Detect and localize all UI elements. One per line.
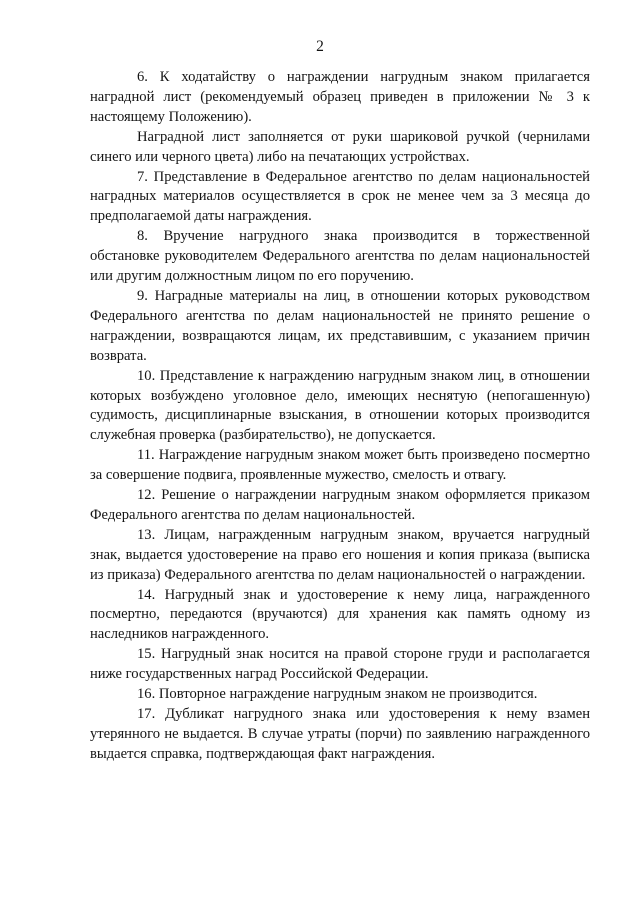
paragraph-6-note: Наградной лист заполняется от руки шариковой ручкой (чернилами синего или черного цвета) либо на печатающих устройствах. bbox=[90, 128, 590, 165]
paragraph-10: 10. Представление к награждению нагрудным знаком лиц, в отношении которых возбуждено уголовное дело, имеющих неснятую (непогашенную) судимость, дисциплинарные взыскания, в отношении которых производится служебная проверка (разбирательство), не допускается. bbox=[90, 367, 590, 444]
paragraph-17: 17. Дубликат нагрудного знака или удостоверения к нему взамен утерянного не выдается. В случае утраты (порчи) по заявлению награжденного выдается справка, подтверждающая факт награждения. bbox=[90, 706, 590, 762]
paragraph-13: 13. Лицам, награжденным нагрудным знаком, вручается нагрудный знак, выдается удостоверение на право его ношения и копия приказа (выписка из приказа) Федерального агентства по делам национальностей о награждении. bbox=[90, 526, 590, 583]
document-body bbox=[90, 68, 590, 765]
paragraph-8: 8. Вручение нагрудного знака производится в торжественной обстановке руководителем Федерального агентства по делам национальностей или другим должностным лицом по его поручению. bbox=[90, 228, 590, 285]
paragraph-14: 14. Нагрудный знак и удостоверение к нему лица, награжденного посмертно, передаются (вручаются) для хранения как память одному из наследников награжденного. bbox=[90, 586, 590, 643]
paragraph-11: 11. Награждение нагрудным знаком может быть произведено посмертно за совершение подвига, проявленные мужество, смелость и отвагу. bbox=[90, 447, 590, 484]
paragraph-6: 6. К ходатайству о награждении нагрудным знаком прилагается наградной лист (рекомендуемый образец приведен в приложении № 3 к настоящему Положению). bbox=[90, 69, 590, 125]
page-number: 2 bbox=[316, 38, 324, 55]
paragraph-9: 9. Наградные материалы на лиц, в отношении которых руководством Федерального агентства по делам национальностей не принято решение о награждении, возвращаются лицам, их представившим, с указанием причин возврата. bbox=[90, 287, 590, 364]
paragraph-7: 7. Представление в Федеральное агентство по делам национальностей наградных материалов осуществляется в срок не менее чем за 3 месяца до предполагаемой даты награждения. bbox=[90, 168, 590, 225]
paragraph-15: 15. Нагрудный знак носится на правой стороне груди и располагается ниже государственных наград Российской Федерации. bbox=[90, 646, 590, 683]
paragraph-16: 16. Повторное награждение нагрудным знаком не производится. bbox=[137, 686, 538, 703]
paragraph-12: 12. Решение о награждении нагрудным знаком оформляется приказом Федерального агентства по делам национальностей. bbox=[90, 487, 590, 523]
